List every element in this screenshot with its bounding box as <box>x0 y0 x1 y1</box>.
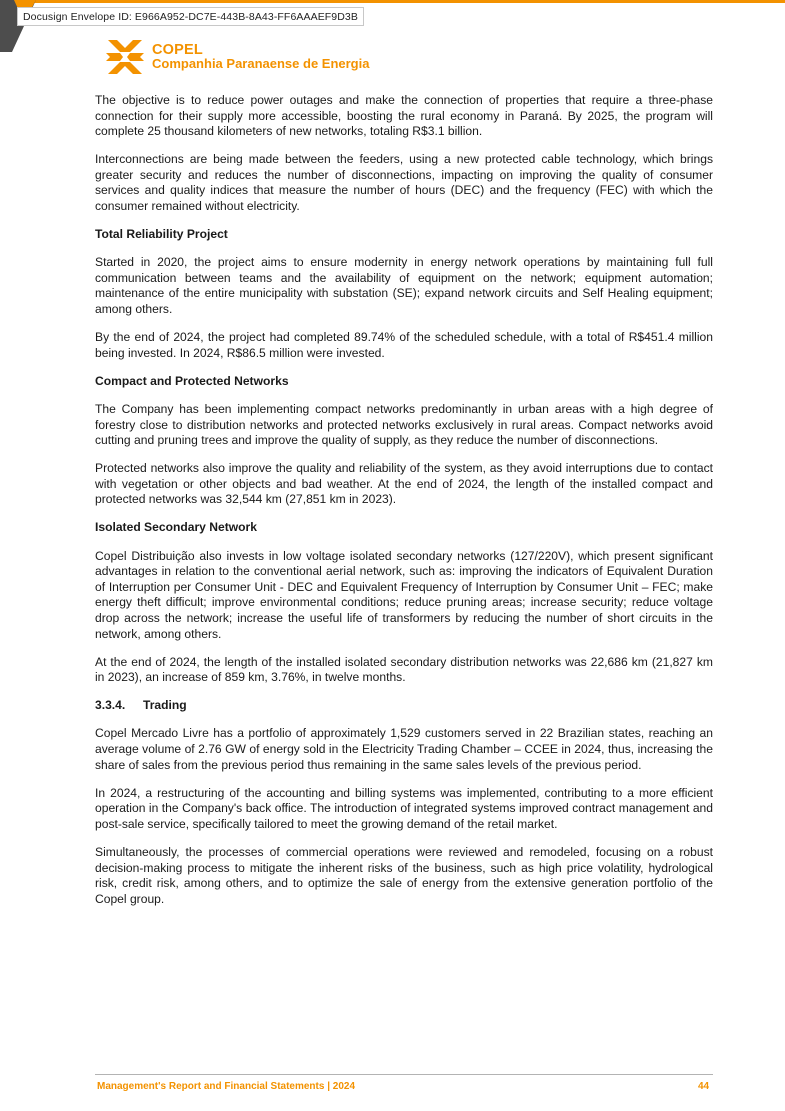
numbered-section-heading <box>95 698 713 714</box>
company-logo <box>106 38 369 76</box>
footer-title: Management's Report and Financial Statements | 2024 <box>97 1081 356 1092</box>
paragraph: The objective is to reduce power outages and make the connection of properties that require a three-phase connection for their supply more accessible, boosting the rural economy in Paraná. By 2025, the program will complete 25 thousand kilometers of new networks, totaling R$3.1 billion. <box>95 93 713 139</box>
paragraph: The Company has been implementing compact networks predominantly in urban areas with a high degree of forestry close to distribution networks and protected networks exclusively in rural areas. Compact networks avoid cutting and pruning trees and improve the quality of supply, as they reduce the number of disconnections. <box>95 401 713 448</box>
paragraph: Interconnections are being made between the feeders, using a new protected cable technology, which brings greater security and reduces the number of disconnections, impacting on improving the quality of consumer services and quality indices that measure the number of hours (DEC) and the frequency (FEC) with which the consumer remained without electricity. <box>95 152 713 214</box>
footer-divider <box>95 1074 713 1075</box>
section-number: 3.3.4. <box>95 698 126 713</box>
paragraph: By the end of 2024, the project had completed 89.74% of the scheduled schedule, with a total of R$451.4 million being invested. In 2024, R$86.5 million were invested. <box>95 330 713 360</box>
document-body <box>95 93 713 920</box>
logo-subtitle: Companhia Paranaense de Energia <box>152 56 370 71</box>
paragraph: Started in 2020, the project aims to ensure modernity in energy network operations by maintaining full full communication between teams and the availability of equipment on the network; equipment automation; maintenance of the entire municipality with substation (SE); expand network circuits and Self Healing equipment; among others. <box>95 255 713 317</box>
paragraph: At the end of 2024, the length of the installed isolated secondary distribution networks was 22,686 km (21,827 km in 2023), an increase of 859 km, 3.76%, in twelve months. <box>95 654 713 685</box>
paragraph: Copel Mercado Livre has a portfolio of approximately 1,529 customers served in 22 Brazilian states, reaching an average volume of 2.76 GW of energy sold in the Electricity Trading Chamber – CCEE in 2024, thus, increasing the share of sales from the previous period thus remaining in the same sales levels of the previous period. <box>95 726 713 772</box>
section-heading: Isolated Secondary Network <box>95 520 257 535</box>
logo-name: COPEL <box>152 42 203 58</box>
paragraph: Protected networks also improve the quality and reliability of the system, as they avoid interruptions due to contact with vegetation or other objects and bad weather. At the end of 2024, the length of the installed compact and protected networks was 32,544 km (27,851 km in 2023). <box>95 461 713 507</box>
paragraph: Copel Distribuição also invests in low voltage isolated secondary networks (127/220V), which present significant advantages in relation to the conventional aerial network, such as: improving the indicators of Equivalent Duration of Interruption per Consumer Unit - DEC and Equivalent Frequency of Interruption by Consumer Unit – FEC; make energy theft difficult; improve environmental conditions; reduce pruning areas; increase security; reduce voltage drop across the network; increase the useful life of transformers by reducing the number of short circuits in the network, among others. <box>95 548 713 641</box>
section-heading: Compact and Protected Networks <box>95 373 289 388</box>
paragraph: Simultaneously, the processes of commercial operations were reviewed and remodeled, focusing on a robust decision-making process to mitigate the inherent risks of the business, such as high price volatility, hydrological risk, credit risk, among others, and to optimize the sale of energy from the extensive generation portfolio of the Copel group. <box>95 844 713 906</box>
paragraph: In 2024, a restructuring of the accounting and billing systems was implemented, contributing to a more efficient operation in the Company's back office. The introduction of integrated systems improved contract management and post-sale service, specifically tailored to meet the growing demand of the retail market. <box>95 785 713 831</box>
section-heading: Total Reliability Project <box>95 227 228 242</box>
docusign-envelope-id: Docusign Envelope ID: E966A952-DC7E-443B-8A43-FF6AAAEF9D3B <box>17 7 364 26</box>
copel-logo-icon <box>106 38 144 76</box>
top-accent-bar <box>0 0 785 3</box>
page-number: 44 <box>698 1081 710 1092</box>
section-title: Trading <box>143 698 187 713</box>
